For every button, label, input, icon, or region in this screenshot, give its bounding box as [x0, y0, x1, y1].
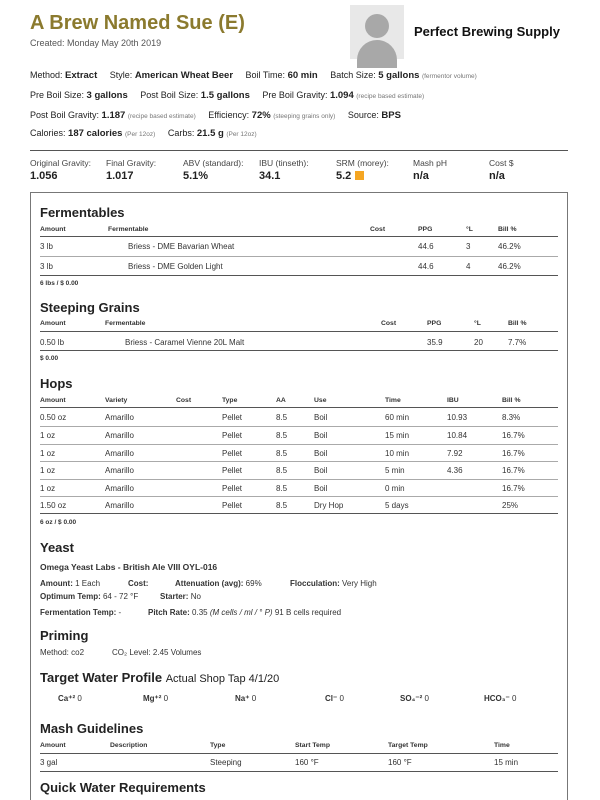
col-header: Cost: [176, 397, 192, 404]
table-cell: 0.50 oz: [40, 413, 67, 422]
post-boil-size-value: 1.5 gallons: [200, 90, 250, 101]
style-label: Style:: [109, 70, 133, 80]
table-cell: Pellet: [222, 413, 243, 422]
calories-label: Calories:: [30, 128, 66, 138]
col-header: AA: [276, 397, 286, 404]
table-cell: Boil: [314, 449, 328, 458]
table-cell: 46.2%: [498, 262, 521, 271]
fermentables-total: 6 lbs / $ 0.00: [40, 280, 79, 287]
water-ion: HCO₃⁻ 0: [484, 694, 517, 703]
table-cell: 160 °F: [388, 758, 412, 767]
table-cell: Boil: [314, 466, 328, 475]
table-cell: 0 min: [385, 484, 405, 493]
srm-color-swatch: [355, 171, 364, 180]
table-cell: Steeping: [210, 758, 242, 767]
stat-cost: Cost $ n/a: [489, 158, 514, 182]
table-cell: 44.6: [418, 262, 434, 271]
table-cell: 4: [466, 262, 471, 271]
table-cell: 16.7%: [502, 484, 525, 493]
steeping-grains-title: Steeping Grains: [40, 300, 140, 315]
yeast-line-2: Optimum Temp: 64 - 72 °F: [40, 592, 139, 601]
table-cell: Briess - DME Golden Light: [128, 262, 223, 271]
water-ion: Ca⁺² 0: [58, 694, 82, 703]
yeast-line-3: Fermentation Temp: -: [40, 608, 122, 617]
table-cell: 15 min: [494, 758, 519, 767]
batch-size-note: (fermentor volume): [421, 73, 477, 80]
col-header: Bill %: [508, 320, 527, 327]
table-cell: Amarillo: [105, 413, 134, 422]
col-header: Start Temp: [295, 742, 330, 749]
table-cell: Boil: [314, 484, 328, 493]
efficiency-value: 72%: [251, 110, 271, 121]
table-cell: Amarillo: [105, 501, 134, 510]
table-cell: 16.7%: [502, 449, 525, 458]
table-cell: Dry Hop: [314, 501, 344, 510]
method-label: Method:: [30, 70, 63, 80]
table-cell: 8.5: [276, 484, 288, 493]
table-cell: 1 oz: [40, 449, 56, 458]
boil-time-value: 60 min: [287, 70, 318, 81]
table-cell: Boil: [314, 431, 328, 440]
table-cell: 160 °F: [295, 758, 319, 767]
col-header: IBU: [447, 397, 459, 404]
col-header: Amount: [40, 742, 66, 749]
table-cell: 8.5: [276, 466, 288, 475]
table-cell: Pellet: [222, 431, 243, 440]
table-cell: 8.5: [276, 501, 288, 510]
col-header: Variety: [105, 397, 128, 404]
table-cell: Amarillo: [105, 449, 134, 458]
next-section-title-partial: Quick Water Requirements: [40, 780, 206, 795]
water-ion: Mg⁺² 0: [143, 694, 169, 703]
col-header: Amount: [40, 226, 66, 233]
stat-og: Original Gravity: 1.056: [30, 158, 91, 182]
col-header: PPG: [427, 320, 442, 327]
boil-time-label: Boil Time:: [245, 70, 286, 80]
table-cell: 1 oz: [40, 431, 56, 440]
calories-value: 187 calories: [68, 128, 123, 139]
divider: [30, 150, 568, 151]
table-cell: Pellet: [222, 501, 243, 510]
col-header: Target Temp: [388, 742, 428, 749]
created-date: Created: Monday May 20th 2019: [30, 38, 162, 48]
mash-guidelines-title: Mash Guidelines: [40, 721, 144, 736]
col-header: °L: [474, 320, 481, 327]
table-cell: 15 min: [385, 431, 410, 440]
post-boil-gravity-value: 1.187: [101, 110, 126, 121]
pre-boil-size-value: 3 gallons: [86, 90, 128, 101]
table-cell: 3 gal: [40, 758, 58, 767]
col-header: Type: [222, 397, 238, 404]
col-header: Use: [314, 397, 327, 404]
stat-abv: ABV (standard): 5.1%: [183, 158, 244, 182]
col-header: Time: [385, 397, 401, 404]
table-cell: Pellet: [222, 466, 243, 475]
table-cell: 0.50 lb: [40, 338, 65, 347]
post-boil-size-label: Post Boil Size:: [140, 90, 199, 100]
col-header: Description: [110, 742, 148, 749]
col-header: PPG: [418, 226, 433, 233]
batch-size-label: Batch Size:: [330, 70, 376, 80]
table-cell: 3 lb: [40, 262, 53, 271]
table-cell: Amarillo: [105, 484, 134, 493]
pre-boil-gravity-value: 1.094: [329, 90, 354, 101]
meta-line-3: [30, 110, 401, 121]
col-header: Fermentable: [108, 226, 149, 233]
steeping-total: $ 0.00: [40, 355, 59, 362]
pre-boil-size-label: Pre Boil Size:: [30, 90, 85, 100]
source-label: Source:: [347, 110, 379, 120]
recipe-title: A Brew Named Sue (E): [30, 12, 245, 34]
table-cell: 1.50 oz: [40, 501, 67, 510]
fermentables-title: Fermentables: [40, 205, 125, 220]
water-profile-title: Target Water Profile Actual Shop Tap 4/1/20: [40, 670, 280, 685]
table-cell: 16.7%: [502, 466, 525, 475]
table-cell: 5 min: [385, 466, 405, 475]
carbs-value: 21.5 g: [196, 128, 224, 139]
table-cell: 20: [474, 338, 483, 347]
supplier-name: Perfect Brewing Supply: [414, 24, 560, 39]
water-ion: Cl⁻ 0: [325, 694, 344, 703]
col-header: Bill %: [498, 226, 517, 233]
table-cell: Pellet: [222, 449, 243, 458]
table-cell: 46.2%: [498, 242, 521, 251]
col-header: Type: [210, 742, 226, 749]
table-cell: Briess - DME Bavarian Wheat: [128, 242, 235, 251]
batch-size-value: 5 gallons: [378, 70, 420, 81]
stat-mash-ph: Mash pH n/a: [413, 158, 448, 182]
col-header: Cost: [370, 226, 386, 233]
post-boil-gravity-note: (recipe based estimate): [127, 113, 196, 120]
table-cell: 8.3%: [502, 413, 521, 422]
yeast-title: Yeast: [40, 540, 74, 555]
efficiency-note: (steeping grains only): [273, 113, 336, 120]
table-cell: 3: [466, 242, 471, 251]
col-header: Amount: [40, 320, 66, 327]
meta-line-4: [30, 128, 257, 139]
table-cell: 10.84: [447, 431, 468, 440]
yeast-name: Omega Yeast Labs - British Ale VIII OYL-016: [40, 562, 218, 572]
table-cell: 8.5: [276, 449, 288, 458]
efficiency-label: Efficiency:: [208, 110, 250, 120]
pre-boil-gravity-label: Pre Boil Gravity:: [262, 90, 328, 100]
table-cell: Boil: [314, 413, 328, 422]
table-cell: 5 days: [385, 501, 409, 510]
priming-line: Method: co2: [40, 648, 85, 657]
table-cell: 60 min: [385, 413, 410, 422]
col-header: Fermentable: [105, 320, 146, 327]
carbs-label: Carbs:: [167, 128, 195, 138]
col-header: Cost: [381, 320, 397, 327]
table-cell: 8.5: [276, 431, 288, 440]
stat-ibu: IBU (tinseth): 34.1: [259, 158, 309, 182]
meta-line-1: [30, 70, 477, 81]
table-cell: 7.7%: [508, 338, 527, 347]
hops-title: Hops: [40, 376, 73, 391]
table-cell: 10.93: [447, 413, 468, 422]
meta-line-2: [30, 90, 424, 101]
avatar-head-shape: [365, 14, 389, 38]
pre-boil-gravity-note: (recipe based estimate): [356, 93, 425, 100]
hops-total: 6 oz / $ 0.00: [40, 519, 77, 526]
calories-note: (Per 12oz): [124, 131, 156, 138]
table-cell: 10 min: [385, 449, 410, 458]
table-cell: 44.6: [418, 242, 434, 251]
water-ion: SO₄⁻² 0: [400, 694, 429, 703]
stat-srm: SRM (morey): 5.2: [336, 158, 389, 182]
table-cell: Briess - Caramel Vienne 20L Malt: [125, 338, 245, 347]
table-cell: 35.9: [427, 338, 443, 347]
table-cell: 1 oz: [40, 484, 56, 493]
style-value: American Wheat Beer: [134, 70, 234, 81]
table-cell: 1 oz: [40, 466, 56, 475]
table-cell: Pellet: [222, 484, 243, 493]
col-header: Bill %: [502, 397, 521, 404]
priming-title: Priming: [40, 628, 89, 643]
col-header: Time: [494, 742, 510, 749]
table-cell: 4.36: [447, 466, 463, 475]
post-boil-gravity-label: Post Boil Gravity:: [30, 110, 100, 120]
table-cell: 16.7%: [502, 431, 525, 440]
table-cell: 3 lb: [40, 242, 53, 251]
table-cell: 8.5: [276, 413, 288, 422]
stat-fg: Final Gravity: 1.017: [106, 158, 157, 182]
col-header: Amount: [40, 397, 66, 404]
table-cell: 7.92: [447, 449, 463, 458]
yeast-line-1: Amount: 1 Each: [40, 579, 101, 588]
water-ion: Na⁺ 0: [235, 694, 257, 703]
source-value: BPS: [381, 110, 401, 121]
table-cell: Amarillo: [105, 431, 134, 440]
method-value: Extract: [65, 70, 98, 81]
table-cell: 25%: [502, 501, 519, 510]
table-cell: Amarillo: [105, 466, 134, 475]
col-header: °L: [466, 226, 473, 233]
carbs-note: (Per 12oz): [226, 131, 257, 138]
